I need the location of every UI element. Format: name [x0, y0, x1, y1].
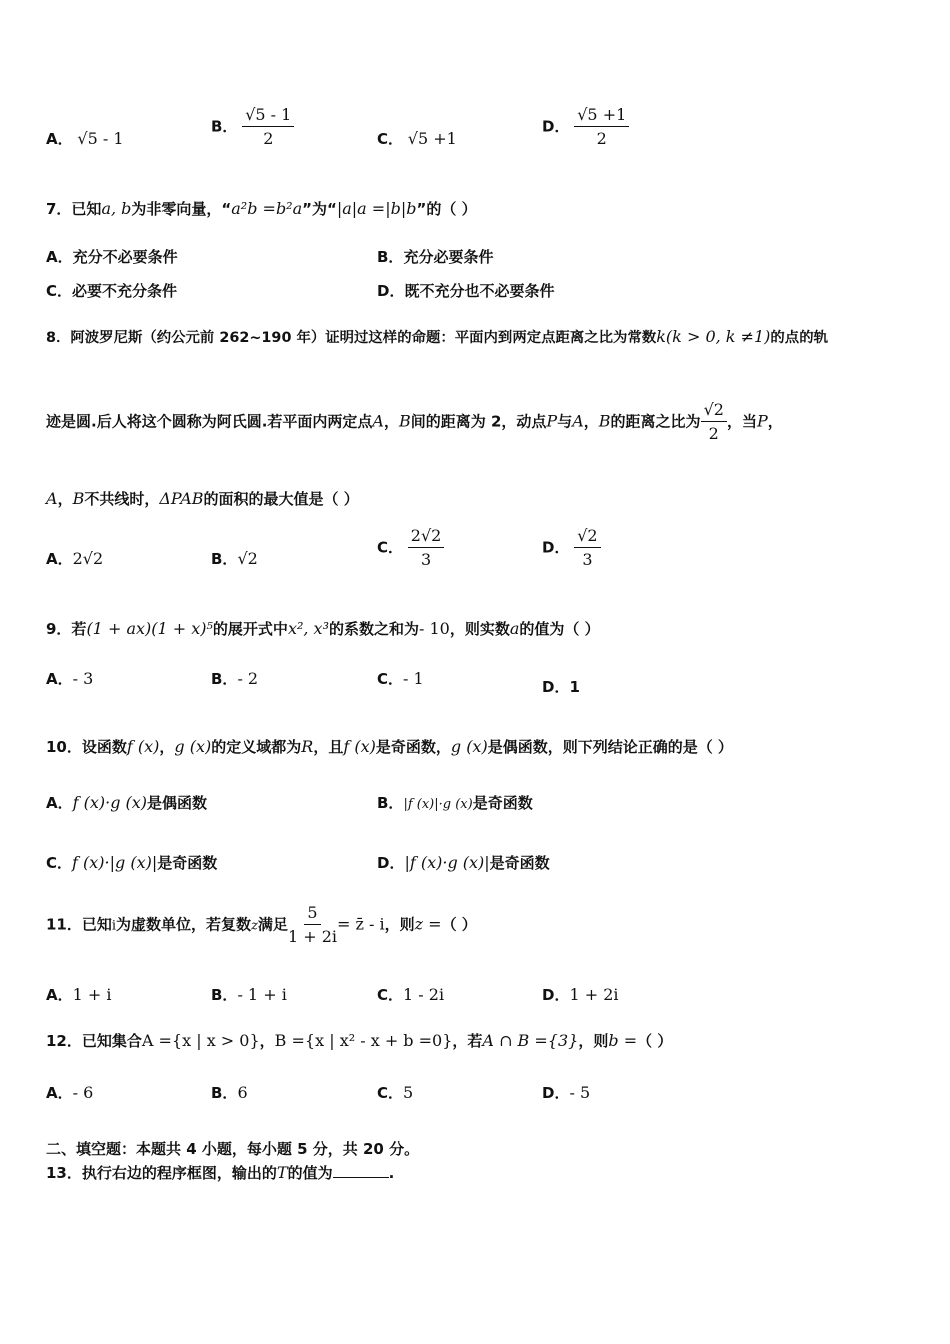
q10-option-d — [377, 852, 550, 873]
math: g (x) — [174, 737, 212, 756]
option-label: C． — [46, 282, 73, 300]
denominator: 2 — [596, 129, 607, 148]
q6-option-b — [211, 105, 294, 149]
text: ， — [583, 412, 599, 431]
option-label: A． — [46, 1084, 73, 1102]
math: T — [276, 1163, 288, 1182]
option-text: 是奇函数 — [157, 854, 218, 872]
math: |a|a =|b|b — [336, 199, 417, 218]
q6-option-d — [542, 105, 629, 149]
q10-option-c — [46, 852, 217, 873]
text: ， — [259, 1032, 275, 1050]
math: A ∩ B ={3} — [482, 1031, 579, 1050]
option-label: D． — [542, 117, 570, 136]
denominator: 3 — [582, 550, 593, 569]
text: 8．阿波罗尼斯（约公元前 262~190 年）证明过这样的命题：平面内到两定点距离之比为常数 — [46, 330, 657, 346]
text: ，则实数 — [449, 620, 510, 638]
math: z = — [414, 914, 442, 934]
option-value: √2 — [237, 549, 258, 568]
option-value: 1 - 2i — [403, 985, 445, 1004]
q10-stem — [46, 736, 733, 757]
option-text: 是奇函数 — [472, 794, 533, 812]
option-label: D． — [377, 282, 405, 300]
q11-option-a — [46, 984, 111, 1005]
text: 7．已知 — [46, 200, 102, 218]
math: b = — [608, 1031, 638, 1050]
numerator: √2 — [701, 400, 727, 422]
option-text: 必要不充分条件 — [72, 282, 178, 300]
option-label: D． — [542, 538, 570, 557]
q8-stem-line1 — [46, 326, 828, 347]
math: R — [301, 737, 314, 756]
text: 10．设函数 — [46, 738, 127, 756]
math: |f (x)|·g (x) — [403, 797, 473, 812]
option-label: C． — [377, 670, 404, 688]
math: f (x) — [343, 737, 376, 756]
math: ΔPAB — [159, 489, 204, 508]
numerator: √5 +1 — [574, 105, 629, 127]
math: = z̄ - i — [337, 914, 385, 934]
q11-option-d — [542, 984, 619, 1005]
option-label: D． — [542, 986, 570, 1004]
option-value: √5 +1 — [407, 129, 457, 148]
option-label: A． — [46, 248, 73, 266]
q8-stem-line2 — [46, 400, 783, 444]
option-text: 是偶函数 — [147, 794, 208, 812]
q11-stem — [46, 903, 477, 947]
text: 的值为 — [287, 1164, 333, 1182]
math: B — [598, 411, 611, 431]
numerator: √5 - 1 — [242, 105, 294, 127]
option-value: - 6 — [72, 1083, 94, 1102]
text: 为非零向量，“ — [131, 200, 232, 218]
numerator: 2√2 — [408, 526, 445, 548]
q10-option-b — [377, 792, 533, 813]
option-label: A． — [46, 550, 73, 568]
q8-option-a — [46, 548, 103, 569]
option-label: B． — [377, 794, 404, 812]
answer-blank[interactable] — [333, 1163, 389, 1178]
option-value: 2√2 — [72, 549, 104, 568]
math: f (x)·g (x) — [72, 793, 148, 812]
option-label: C． — [377, 1084, 404, 1102]
text: （ ） — [441, 915, 477, 934]
text: 的展开式中 — [212, 620, 288, 638]
q9-option-d — [542, 676, 580, 697]
denominator: 2 — [708, 424, 719, 443]
fraction — [574, 105, 629, 149]
text: . — [388, 1164, 395, 1182]
option-label: B． — [377, 248, 404, 266]
numerator: 5 — [304, 903, 320, 925]
fraction — [242, 105, 294, 149]
q7-option-b — [377, 246, 493, 267]
option-text: 充分必要条件 — [403, 248, 494, 266]
text: ，若 — [452, 1032, 483, 1050]
math: g (x) — [450, 737, 488, 756]
option-label: A． — [46, 670, 73, 688]
option-text: 既不充分也不必要条件 — [404, 282, 555, 300]
q9-stem — [46, 618, 600, 639]
math: f (x)·|g (x)| — [72, 853, 158, 872]
text: 与 — [557, 412, 573, 431]
option-value: 1 + i — [72, 985, 112, 1004]
q8-option-b — [211, 548, 258, 569]
text: 的系数之和为 — [328, 620, 419, 638]
math: - 10 — [419, 619, 450, 638]
section2-title: 二、填空题：本题共 4 小题，每小题 5 分，共 20 分。 — [46, 1140, 420, 1158]
text: 9．若 — [46, 620, 87, 638]
text: ”的（ ） — [416, 200, 477, 218]
text: 的点的轨 — [770, 330, 828, 346]
math: z — [251, 918, 258, 934]
text: 13．执行右边的程序框图，输出的 — [46, 1164, 277, 1182]
q9-option-a — [46, 668, 93, 689]
denominator: 1 + 2i — [287, 927, 337, 946]
math: a²b =b²a — [231, 199, 303, 218]
fraction — [288, 903, 337, 947]
option-value: 5 — [403, 1083, 414, 1102]
option-value: √5 - 1 — [77, 129, 124, 148]
text: 迹是圆.后人将这个圆称为阿氏圆.若平面内两定点 — [46, 412, 373, 431]
text: ， — [159, 738, 175, 756]
option-label: B． — [211, 986, 238, 1004]
q7-option-c — [46, 280, 177, 301]
option-value: 1 — [569, 678, 580, 696]
math: |f (x)·g (x)| — [404, 853, 490, 872]
option-value: - 5 — [569, 1083, 591, 1102]
text: 11．已知 — [46, 915, 112, 934]
q11-option-c — [377, 984, 444, 1005]
text: ，且 — [313, 738, 344, 756]
fraction — [701, 400, 727, 444]
q11-option-b — [211, 984, 287, 1005]
option-label: B． — [211, 550, 238, 568]
fraction — [574, 526, 600, 570]
option-label: D． — [542, 678, 570, 696]
text: 为虚数单位，若复数 — [116, 915, 252, 934]
option-label: B． — [211, 1084, 238, 1102]
q9-option-b — [211, 668, 258, 689]
option-value: - 2 — [237, 669, 259, 688]
text: 间的距离为 2，动点 — [410, 412, 547, 431]
option-label: B． — [211, 117, 238, 136]
denominator: 3 — [420, 550, 432, 569]
text: 的定义域都为 — [211, 738, 302, 756]
text: （ ） — [637, 1032, 673, 1050]
option-value: 6 — [237, 1083, 248, 1102]
q6-option-c — [377, 128, 457, 149]
text: ，当 — [726, 412, 757, 431]
text: 12．已知集合 — [46, 1032, 142, 1050]
q12-option-a — [46, 1082, 93, 1103]
option-label: D． — [542, 1084, 570, 1102]
math: x², x³ — [287, 619, 329, 638]
text: 的值为（ ） — [519, 620, 600, 638]
text: 的面积的最大值是（ ） — [203, 490, 359, 508]
q6-option-a — [46, 128, 124, 149]
math: B — [72, 489, 85, 508]
text: 是偶函数，则下列结论正确的是（ ） — [487, 738, 733, 756]
option-label: D． — [377, 854, 405, 872]
q7-stem — [46, 198, 477, 219]
q12-option-c — [377, 1082, 413, 1103]
math: k(k > 0, k ≠1) — [656, 327, 771, 346]
option-value: - 3 — [72, 669, 94, 688]
option-label: A． — [46, 794, 73, 812]
text: ， — [57, 490, 73, 508]
q12-stem — [46, 1030, 672, 1051]
q13-stem — [46, 1162, 394, 1183]
text: ，则 — [384, 915, 415, 934]
option-value: - 1 + i — [237, 985, 287, 1004]
math: B ={x | x² - x + b =0} — [274, 1031, 453, 1050]
text: ， — [383, 412, 399, 431]
option-label: A． — [46, 986, 73, 1004]
q7-option-d — [377, 280, 554, 301]
text: ， — [767, 412, 783, 431]
text: 的距离之比为 — [610, 412, 701, 431]
q8-option-d — [542, 526, 601, 570]
text: ”为“ — [302, 200, 337, 218]
option-label: C． — [377, 130, 404, 148]
text: 是奇函数， — [375, 738, 451, 756]
denominator: 2 — [263, 129, 274, 148]
q12-option-b — [211, 1082, 248, 1103]
math: i — [111, 918, 117, 934]
q9-option-c — [377, 668, 424, 689]
math: f (x) — [126, 737, 160, 756]
option-label: C． — [377, 538, 404, 557]
q8-option-c — [377, 526, 444, 570]
math: A — [572, 411, 584, 431]
math: a — [509, 619, 520, 638]
text: 不共线时， — [84, 490, 160, 508]
fraction — [408, 526, 445, 570]
math: (1 + ax)(1 + x)⁵ — [86, 619, 213, 638]
q12-option-d — [542, 1082, 590, 1103]
option-text: 充分不必要条件 — [72, 248, 178, 266]
math: B — [398, 411, 411, 431]
math: a, b — [101, 199, 132, 218]
numerator: √2 — [574, 526, 600, 548]
math: A ={x | x > 0} — [141, 1031, 260, 1050]
option-label: B． — [211, 670, 238, 688]
option-text: 是奇函数 — [489, 854, 550, 872]
math: A — [46, 489, 58, 508]
q10-option-a — [46, 792, 207, 813]
option-label: C． — [46, 854, 73, 872]
math: P — [546, 411, 558, 431]
math: A — [372, 411, 384, 431]
q8-stem-line3 — [46, 488, 359, 509]
math: P — [756, 411, 768, 431]
text: ，则 — [578, 1032, 609, 1050]
option-label: A． — [46, 130, 73, 148]
option-value: - 1 — [403, 669, 424, 688]
option-value: 1 + 2i — [569, 985, 619, 1004]
text: 满足 — [257, 915, 288, 934]
q7-option-a — [46, 246, 178, 267]
option-label: C． — [377, 986, 404, 1004]
